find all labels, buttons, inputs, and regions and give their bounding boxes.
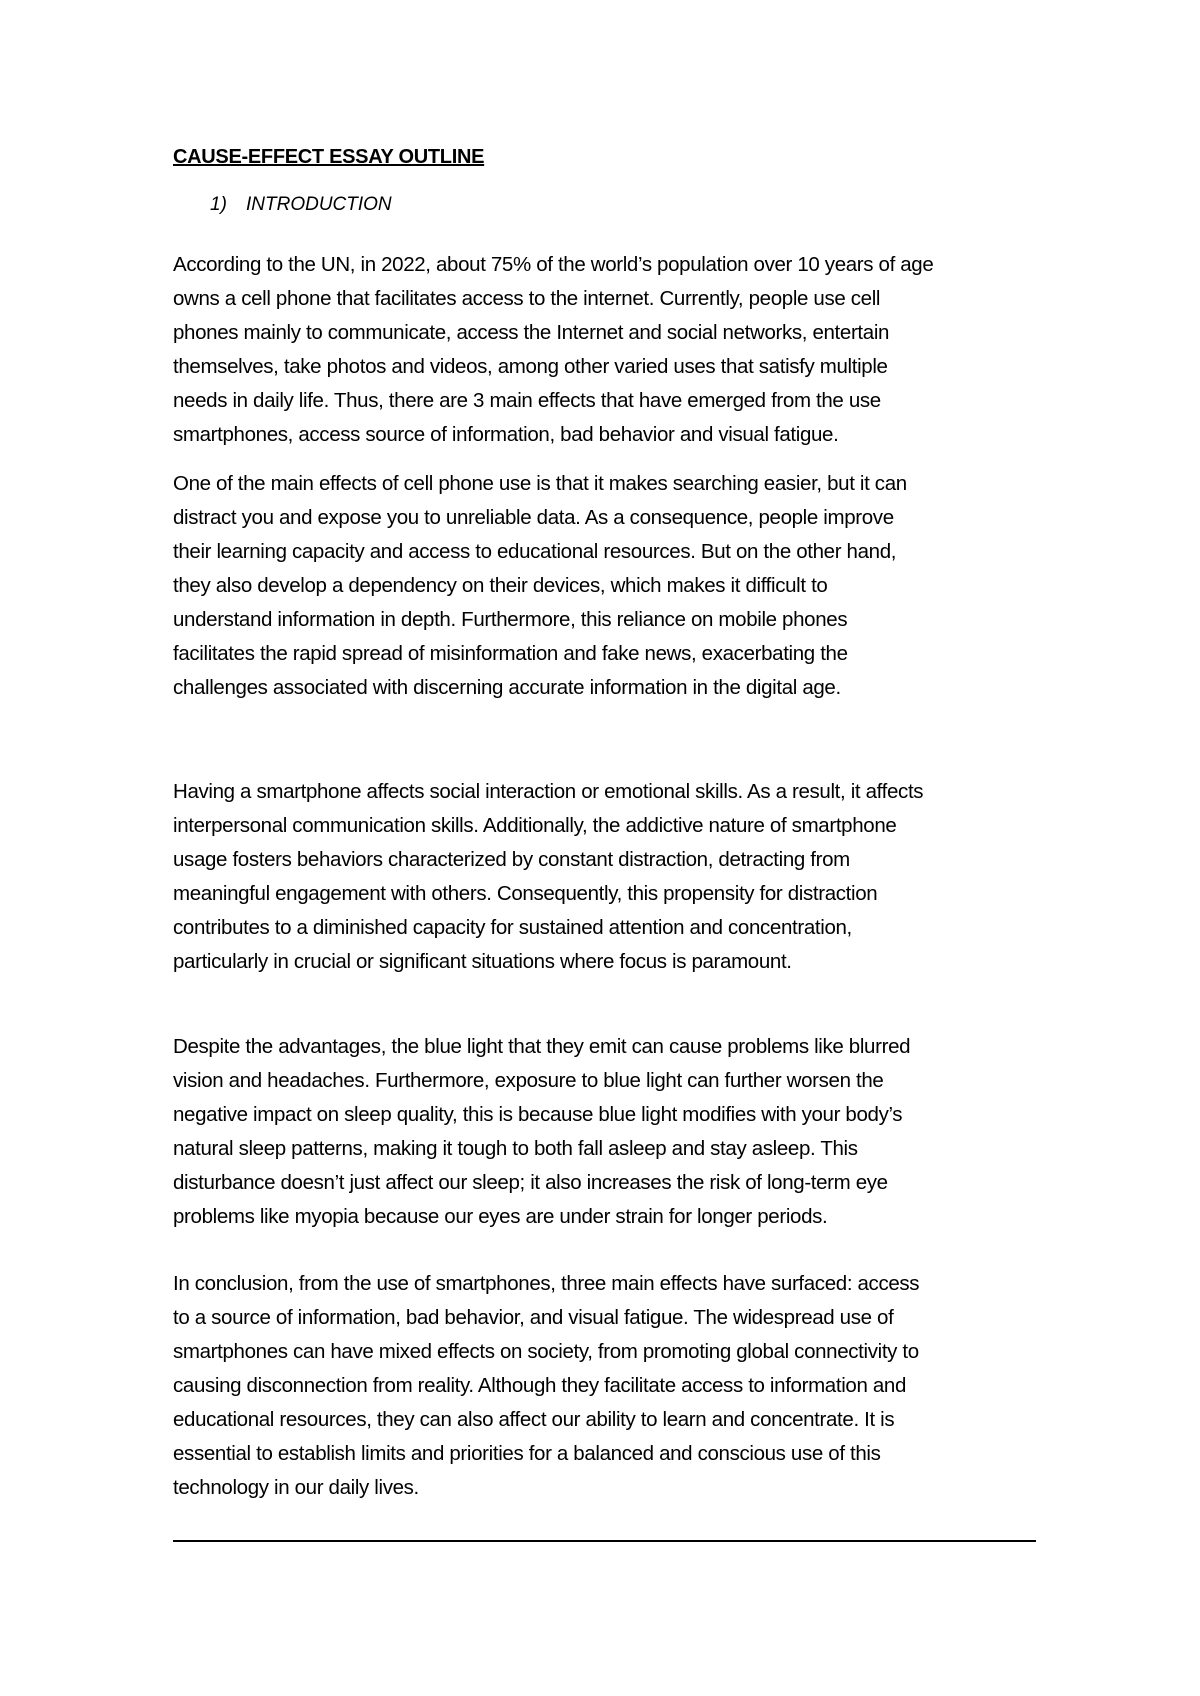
paragraph-line: their learning capacity and access to educational resources. But on the other hand, xyxy=(173,540,897,563)
paragraph-line: challenges associated with discerning accurate information in the digital age. xyxy=(173,676,841,699)
paragraph-line: vision and headaches. Furthermore, exposure to blue light can further worsen the xyxy=(173,1069,884,1092)
paragraph-behavior-effect xyxy=(173,775,1043,979)
paragraph-line: causing disconnection from reality. Although they facilitate access to information and xyxy=(173,1374,906,1397)
paragraph-line: distract you and expose you to unreliable data. As a consequence, people improve xyxy=(173,506,894,529)
paragraph-line: needs in daily life. Thus, there are 3 main effects that have emerged from the use xyxy=(173,389,881,412)
paragraph-line: meaningful engagement with others. Consequently, this propensity for distraction xyxy=(173,882,878,905)
paragraph-line: Despite the advantages, the blue light that they emit can cause problems like blurred xyxy=(173,1035,911,1058)
paragraph-line: According to the UN, in 2022, about 75% of the world’s population over 10 years of age xyxy=(173,253,934,276)
paragraph-line: In conclusion, from the use of smartphones, three main effects have surfaced: access xyxy=(173,1272,920,1295)
paragraph-line: disturbance doesn’t just affect our sleep; it also increases the risk of long-term eye xyxy=(173,1171,888,1194)
section-label: INTRODUCTION xyxy=(246,194,392,215)
paragraph-line: particularly in crucial or significant situations where focus is paramount. xyxy=(173,950,792,973)
paragraph-line: smartphones, access source of information, bad behavior and visual fatigue. xyxy=(173,423,839,446)
section-heading xyxy=(210,193,392,217)
paragraph-line: technology in our daily lives. xyxy=(173,1476,419,1499)
paragraph-line: they also develop a dependency on their devices, which makes it difficult to xyxy=(173,574,828,597)
paragraph-line: facilitates the rapid spread of misinformation and fake news, exacerbating the xyxy=(173,642,848,665)
paragraph-line: usage fosters behaviors characterized by constant distraction, detracting from xyxy=(173,848,850,871)
paragraph-line: negative impact on sleep quality, this is because blue light modifies with your body’s xyxy=(173,1103,903,1126)
paragraph-information-effect xyxy=(173,467,1043,705)
section-number: 1) xyxy=(210,194,227,215)
paragraph-line: owns a cell phone that facilitates access to the internet. Currently, people use cell xyxy=(173,287,881,310)
paragraph-line: One of the main effects of cell phone use is that it makes searching easier, but it can xyxy=(173,472,907,495)
paragraph-line: smartphones can have mixed effects on society, from promoting global connectivity to xyxy=(173,1340,919,1363)
paragraph-line: to a source of information, bad behavior, and visual fatigue. The widespread use of xyxy=(173,1306,894,1329)
paragraph-line: themselves, take photos and videos, among other varied uses that satisfy multiple xyxy=(173,355,888,378)
paragraph-line: educational resources, they can also affect our ability to learn and concentrate. It is xyxy=(173,1408,895,1431)
paragraph-line: Having a smartphone affects social interaction or emotional skills. As a result, it affects xyxy=(173,780,924,803)
paragraph-line: interpersonal communication skills. Additionally, the addictive nature of smartphone xyxy=(173,814,897,837)
bottom-divider xyxy=(173,1540,1036,1542)
paragraph-line: contributes to a diminished capacity for sustained attention and concentration, xyxy=(173,916,852,939)
paragraph-line: problems like myopia because our eyes are under strain for longer periods. xyxy=(173,1205,828,1228)
paragraph-line: essential to establish limits and priorities for a balanced and conscious use of this xyxy=(173,1442,881,1465)
paragraph-line: phones mainly to communicate, access the Internet and social networks, entertain xyxy=(173,321,890,344)
paragraph-line: natural sleep patterns, making it tough to both fall asleep and stay asleep. This xyxy=(173,1137,858,1160)
document-title: CAUSE-EFFECT ESSAY OUTLINE xyxy=(173,146,485,168)
paragraph-line: understand information in depth. Furthermore, this reliance on mobile phones xyxy=(173,608,848,631)
paragraph-introduction xyxy=(173,248,1043,452)
paragraph-visual-fatigue-effect xyxy=(173,1030,1043,1234)
paragraph-conclusion xyxy=(173,1267,1043,1505)
